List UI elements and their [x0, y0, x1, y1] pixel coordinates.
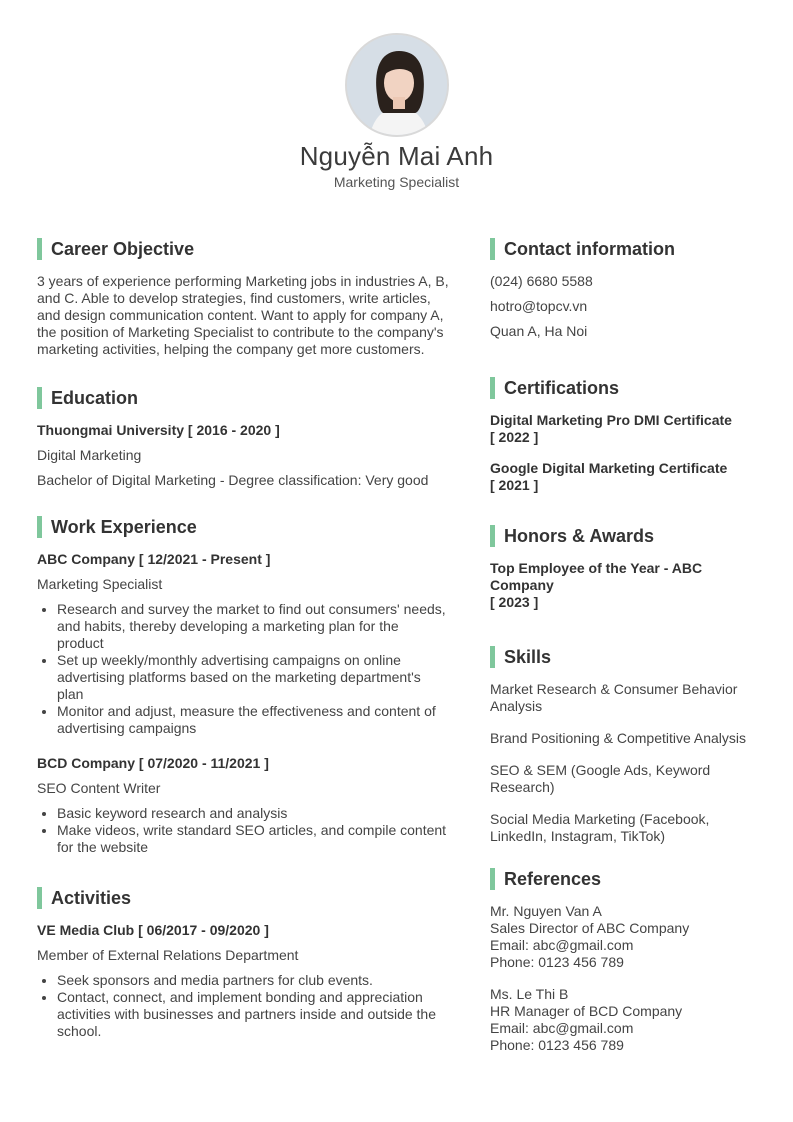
list-item: Contact, connect, and implement bonding and appreciation activities with businesses and partners inside and outside the school.	[37, 989, 449, 1040]
list-item: Seek sponsors and media partners for club events.	[37, 972, 449, 989]
section-heading: Honors & Awards	[504, 525, 655, 546]
section-heading: Activities	[51, 887, 132, 908]
certification-year: [ 2022 ]	[490, 429, 539, 445]
list-item: Set up weekly/monthly advertising campaigns on online advertising platforms based on the marketing department's plan	[37, 652, 449, 703]
award-name: Top Employee of the Year - ABC Company	[490, 560, 703, 593]
job-bullets	[37, 601, 449, 737]
career-objective-section	[37, 237, 449, 358]
reference-phone: Phone: 0123 456 789	[490, 954, 624, 970]
section-accent-bar	[490, 646, 495, 668]
reference-email: Email: abc@gmail.com	[490, 937, 634, 953]
list-item: Make videos, write standard SEO articles, and compile content for the website	[37, 822, 449, 856]
activities-section	[37, 886, 449, 1040]
section-accent-bar	[37, 238, 42, 260]
work-experience-section	[37, 515, 449, 856]
skill-item: Social Media Marketing (Facebook, LinkedIn, Instagram, TikTok)	[490, 811, 710, 844]
job-bullets	[37, 805, 449, 856]
section-heading: Education	[51, 387, 139, 408]
list-item: Monitor and adjust, measure the effectiveness and content of advertising campaigns	[37, 703, 449, 737]
education-degree: Bachelor of Digital Marketing - Degree classification: Very good	[37, 472, 429, 488]
reference-item	[490, 986, 760, 1054]
section-heading: Skills	[504, 646, 552, 667]
right-column	[490, 237, 760, 1074]
certification-name: Google Digital Marketing Certificate	[490, 460, 728, 476]
skill-item: SEO & SEM (Google Ads, Keyword Research)	[490, 762, 711, 795]
section-heading: Contact information	[504, 238, 675, 259]
contact-email: hotro@topcv.vn	[490, 298, 588, 314]
education-section	[37, 386, 449, 489]
person-avatar-icon	[347, 35, 449, 137]
award-item	[490, 560, 760, 611]
job-entry	[37, 755, 449, 856]
profile-photo	[345, 33, 449, 137]
award-year: [ 2023 ]	[490, 594, 539, 610]
activity-role: Member of External Relations Department	[37, 947, 299, 963]
job-entry	[37, 551, 449, 737]
contact-section	[490, 237, 760, 340]
activity-org: VE Media Club [ 06/2017 - 09/2020 ]	[37, 922, 269, 938]
skill-item: Brand Positioning & Competitive Analysis	[490, 730, 747, 746]
section-accent-bar	[37, 887, 42, 909]
reference-title: Sales Director of ABC Company	[490, 920, 690, 936]
skill-item: Market Research & Consumer Behavior Analysis	[490, 681, 738, 714]
contact-phone: (024) 6680 5588	[490, 273, 593, 289]
certification-name: Digital Marketing Pro DMI Certificate	[490, 412, 732, 428]
list-item: Research and survey the market to find out consumers' needs, and habits, thereby developing a marketing plan for the product	[37, 601, 449, 652]
skills-section	[490, 645, 760, 845]
certifications-section	[490, 376, 760, 494]
reference-title: HR Manager of BCD Company	[490, 1003, 683, 1019]
job-company: BCD Company [ 07/2020 - 11/2021 ]	[37, 755, 269, 771]
certification-year: [ 2021 ]	[490, 477, 539, 493]
section-accent-bar	[490, 377, 495, 399]
section-heading: Work Experience	[51, 516, 197, 537]
reference-item	[490, 903, 760, 971]
section-heading: Certifications	[504, 377, 620, 398]
reference-name: Ms. Le Thi B	[490, 986, 569, 1002]
section-accent-bar	[490, 868, 495, 890]
awards-section	[490, 524, 760, 611]
certification-item	[490, 460, 760, 494]
contact-address: Quan A, Ha Noi	[490, 323, 588, 339]
job-position: Marketing Specialist	[37, 576, 163, 592]
section-accent-bar	[37, 516, 42, 538]
candidate-name: Nguyễn Mai Anh	[299, 141, 494, 171]
reference-name: Mr. Nguyen Van A	[490, 903, 602, 919]
section-accent-bar	[490, 525, 495, 547]
job-position: SEO Content Writer	[37, 780, 161, 796]
reference-email: Email: abc@gmail.com	[490, 1020, 634, 1036]
activity-bullets	[37, 972, 449, 1040]
section-accent-bar	[490, 238, 495, 260]
certification-item	[490, 412, 760, 446]
candidate-title: Marketing Specialist	[333, 174, 460, 190]
reference-phone: Phone: 0123 456 789	[490, 1037, 624, 1053]
section-heading: Career Objective	[51, 238, 195, 259]
section-accent-bar	[37, 387, 42, 409]
references-section	[490, 867, 760, 1054]
left-column	[37, 237, 449, 1060]
list-item: Basic keyword research and analysis	[37, 805, 449, 822]
job-company: ABC Company [ 12/2021 - Present ]	[37, 551, 271, 567]
career-objective-text: 3 years of experience performing Marketing jobs in industries A, B, and C. Able to develop strategies, find customers, write articles, and design communication content. Want to apply for company A, the position of Marketing Specialist to contribute to the company's marketing activities, helping the company get more customers.	[37, 273, 449, 357]
section-heading: References	[504, 868, 602, 889]
education-school: Thuongmai University [ 2016 - 2020 ]	[37, 422, 280, 438]
education-major: Digital Marketing	[37, 447, 142, 463]
